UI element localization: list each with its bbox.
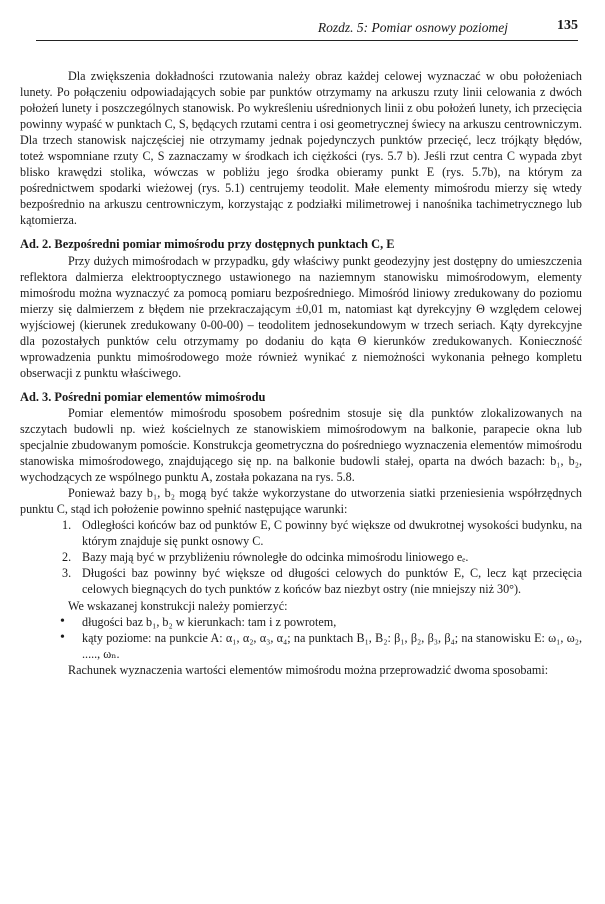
page-body: [20, 68, 582, 678]
running-header: [36, 18, 578, 41]
measurements-list: [20, 614, 582, 662]
list-item: 1. Odległości końców baz od punktów E, C powinny być większe od dwukrotnej wysokości budynku, na którym znajduje się punkt osnowy C.: [62, 518, 582, 549]
list-item: 2. Bazy mają być w przybliżeniu równoległe do odcinka mimośrodu liniowego eₑ.: [62, 550, 469, 565]
list-item: • długości baz b₁, b₂ w kierunkach: tam i z powrotem,: [60, 613, 337, 629]
section-heading-ad3: Ad. 3. Pośredni pomiar elementów mimośrodu: [20, 389, 266, 404]
measure-intro: We wskazanej konstrukcji należy pomierzyć:: [68, 598, 288, 613]
closing-paragraph: Rachunek wyznaczenia wartości elementów mimośrodu można przeprowadzić dwoma sposobami:: [68, 662, 549, 677]
paragraph-3: Pomiar elementów mimośrodu sposobem pośrednim stosuje się dla punktów zlokalizowanych na szczytach budowli np. wież kościelnych ze stanowiskiem mimośrodowym na balkonie, parapecie okna lub specjalnie zbudowanym pomoście. Konstrukcja geometryczna do pośredniego wyznaczenia elementów mimośrodu stanowiska mimośrodowego, znajdującego się np. na balkonie budowli stałej, oparta na dwóch bazach: b₁, b₂, wychodzących ze wspólnego punktu A, została pokazana na rys. 5.8.: [20, 405, 582, 485]
list-item: 3. Długości baz powinny być większe od długości celowych do punktów E, C, lecz kąt przecięcia celowych biegnących do tych punktów z końców baz niezbyt ostry (nie mniejszy niż 30°).: [62, 566, 582, 597]
paragraph-4: Ponieważ bazy b₁, b₂ mogą być także wykorzystane do utworzenia siatki przeniesienia współrzędnych punktu C, stąd ich położenie powinno spełnić następujące warunki:: [20, 486, 582, 517]
section-heading-ad2: Ad. 2. Bezpośredni pomiar mimośrodu przy dostępnych punktach C, E: [20, 237, 395, 252]
page-number: 135: [557, 18, 578, 33]
conditions-list: [20, 517, 582, 597]
paragraph-1: Dla zwiększenia dokładności rzutowania należy obraz każdej celowej wyznaczać w obu położeniach lunety. Po połączeniu odpowiadających sobie par punktów otrzymamy na arkuszu rzuty linii celowania z dwóch położeń lunety i poszczególnych stanowisk. Po wykreśleniu uśrednionych linii z obu położeń lunety, ich przecięcia powinny wypaść w punktach C, S, będących rzutami centra i osi geometrycznej świecy na arkuszu centrowniczym. Dla trzech stanowisk najczęściej nie otrzymamy jednak pojedynczych punktów przecięć, lecz trójkąty błędów, toteż wspomniane rzuty C, S zaznaczamy w środkach ich ciężkości (rys. 5.7 b). Jeśli rzut centra C wypada zbyt blisko krawędzi stolika, wówczas w pobliżu jego środka obieramy punkt E (rys. 5.7b), na którym za pośrednictwem spodarki wieżowej (rys. 5.1) centrujemy teodolit. Małe elementy mimośrodu mierzy się wtedy bezpośrednio na arkuszu centrowniczym, korzystając z podziałki milimetrowej i nanośnika tachimetrycznego lub kątomierza.: [20, 69, 582, 228]
bullet-icon: •: [60, 613, 65, 629]
chapter-title: Rozdz. 5: Pomiar osnowy poziomej: [317, 20, 508, 35]
list-item: • kąty poziome: na punkcie A: α₁, α₂, α₃, α₄; na punktach B₁, B₂: β₁, β₂, β₃, β₄; na stanowisku E: ω₁, ω₂, ....., ωₙ.: [60, 629, 582, 661]
bullet-icon: •: [60, 629, 65, 645]
paragraph-2: Przy dużych mimośrodach w przypadku, gdy właściwy punkt geodezyjny jest dostępny do umieszczenia reflektora dalmierza elektrooptycznego ustawionego na naziemnym stanowisku mimośrodowym, elementy mimośrodu można wyznaczyć za pomocą pomiaru bezpośredniego. Mimośród liniowy zredukowany do poziomu mierzy się dalmierzem z błędem nie przekraczającym ±0,01 m, natomiast kąt dyrekcyjny Θ względem celowej wyjściowej (kierunek zredukowany 0-00-00) – teodolitem jednosekundowym w trzech seriach. Kąty dyrekcyjne dla pozostałych punktów celu otrzymamy po dodaniu do kąta Θ kierunków zredukowanych. Konieczność wprowadzenia punktu mimośrodowego może również wynikać z niemożności wykonania pełnego kompletu obserwacji z punktu właściwego.: [20, 253, 582, 380]
